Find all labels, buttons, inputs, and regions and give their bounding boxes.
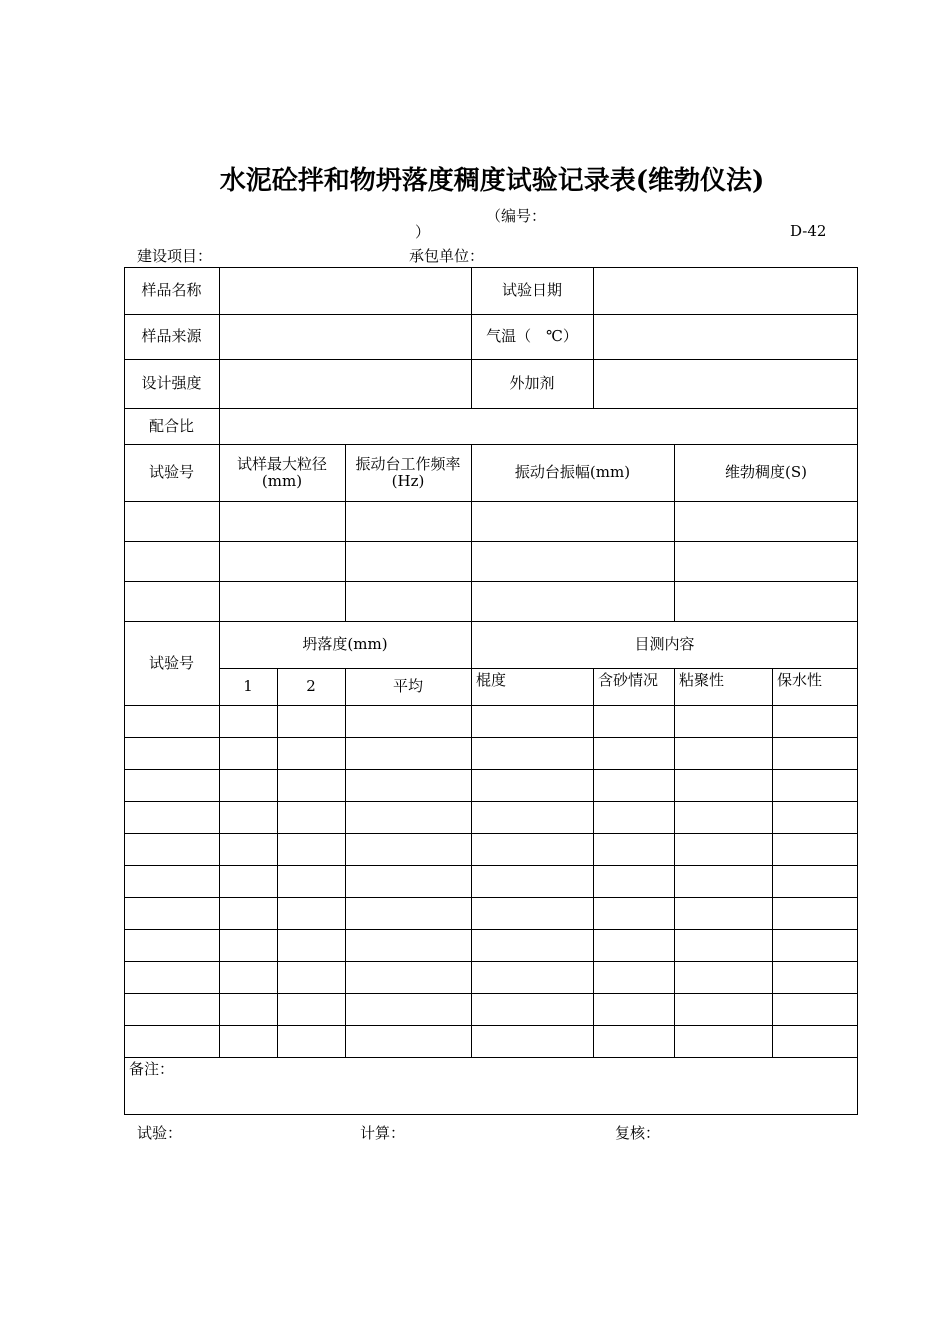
water-retention-header: 保水性	[777, 671, 823, 689]
serial-label: （编号：	[486, 207, 547, 225]
sand-content-header: 含砂情况	[598, 671, 659, 689]
slump-col-2-header: 2	[306, 677, 316, 695]
slump-average-header: 平均	[392, 677, 423, 695]
air-temp-label: 气温（ ℃）	[486, 327, 578, 345]
slump-test-no-header: 试验号	[148, 653, 194, 672]
design-strength-label: 设计强度	[141, 374, 202, 392]
sample-name-field[interactable]	[219, 267, 471, 314]
test-date-field[interactable]	[593, 267, 858, 314]
serial-close: ）	[415, 223, 431, 241]
cohesion-header: 粘聚性	[679, 671, 725, 689]
table-amplitude-header: 振动台振幅(mm)	[514, 463, 631, 481]
admixture-label: 外加剂	[509, 374, 555, 392]
mix-ratio-label: 配合比	[148, 416, 194, 435]
tester-label: 试验：	[137, 1124, 183, 1142]
rodability-header: 棍度	[476, 671, 507, 689]
slump-header: 坍落度(mm)	[302, 635, 388, 653]
record-table	[124, 267, 858, 1115]
vebe-consistency-header: 维勃稠度(S)	[725, 463, 807, 481]
reviewer-label: 复核：	[615, 1124, 661, 1142]
project-label: 建设项目：	[137, 247, 213, 265]
page-title: 水泥砼拌和物坍落度稠度试验记录表(维勃仪法)	[219, 166, 765, 196]
mix-ratio-field[interactable]	[219, 408, 858, 444]
contractor-label: 承包单位：	[409, 247, 485, 265]
max-particle-header: 试样最大粒径(mm)	[236, 454, 327, 490]
slump-col-1-header: 1	[243, 677, 253, 695]
remarks-label: 备注：	[129, 1060, 175, 1078]
air-temp-field[interactable]	[593, 314, 858, 359]
vebe-test-no-header: 试验号	[148, 463, 194, 481]
table-frequency-header: 振动台工作频率(Hz)	[355, 454, 461, 490]
sample-name-label: 样品名称	[141, 281, 202, 299]
admixture-field[interactable]	[593, 359, 858, 408]
form-code: D-42	[790, 222, 827, 240]
sample-source-label: 样品来源	[141, 327, 202, 345]
calculator-label: 计算：	[360, 1124, 406, 1142]
design-strength-field[interactable]	[219, 359, 471, 408]
test-date-label: 试验日期	[501, 281, 562, 299]
visual-inspection-header: 目测内容	[634, 635, 695, 653]
sample-source-field[interactable]	[219, 314, 471, 359]
